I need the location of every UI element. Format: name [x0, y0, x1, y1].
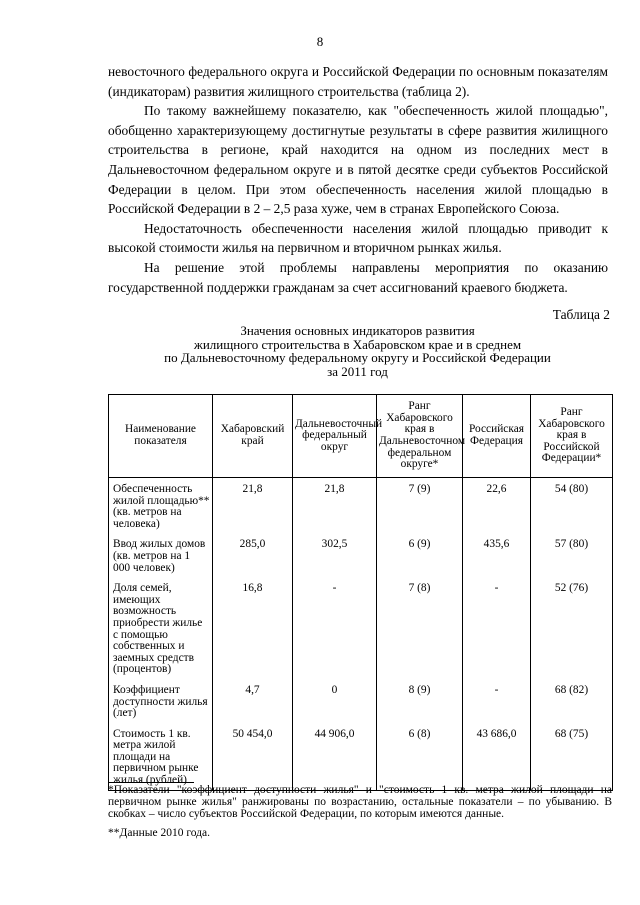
header-khabarovsk: Хабаровский край [213, 395, 293, 478]
cell-dfo: - [293, 577, 377, 679]
cell-dfo: 44 906,0 [293, 723, 377, 790]
cell-indicator: Ввод жилых домов (кв. метров на 1 000 человек) [109, 533, 213, 577]
cell-dfo: 21,8 [293, 478, 377, 534]
paragraph: По такому важнейшему показателю, как "обеспеченность жилой площадью", обобщенно характеризующему достигнутые результаты в сфере развития жилищного строительства в регионе, край находится на одном из последних мест в Дальневосточном федеральном округе и в пятой десятке среди субъектов Российской Федерации в целом. При этом обеспеченность населения жилой площадью в Российской Федерации в 2 – 2,5 раза хуже, чем в странах Европейского Союза. [108, 103, 608, 217]
cell-rank-dfo: 7 (8) [377, 577, 463, 679]
cell-rank-dfo: 7 (9) [377, 478, 463, 534]
cell-rank-rf: 68 (82) [531, 679, 613, 723]
footnote: *Показатели "коэффициент доступности жилья" и "стоимость 1 кв. метра жилой площади на первичном рынке жилья" ранжированы по возрастанию, остальные показатели – по убыванию. В скобках – число субъектов Российской Федерации, по которым имеются данные. [108, 784, 612, 821]
paragraph: На решение этой проблемы направлены мероприятия по оказанию государственной поддержки гражданам за счет ассигнований краевого бюджета. [108, 259, 608, 295]
cell-khabarovsk: 4,7 [213, 679, 293, 723]
cell-rank-rf: 57 (80) [531, 533, 613, 577]
caption-line: Значения основных индикаторов развития [240, 323, 475, 338]
cell-rf: 22,6 [463, 478, 531, 534]
cell-indicator: Доля семей, имеющих возможность приобрести жилье с помощью собственных и заемных средств (процентов) [109, 577, 213, 679]
body-text [108, 62, 608, 297]
paragraph: Недостаточность обеспеченности населения жилой площадью приводит к высокой стоимости жилья на первичном и вторичном рынках жилья. [108, 220, 608, 256]
table-row [109, 679, 613, 723]
table-header-row [109, 395, 613, 478]
cell-dfo: 0 [293, 679, 377, 723]
cell-khabarovsk: 285,0 [213, 533, 293, 577]
cell-rank-rf: 52 (76) [531, 577, 613, 679]
cell-rf: - [463, 679, 531, 723]
cell-dfo: 302,5 [293, 533, 377, 577]
page-number: 8 [316, 34, 324, 49]
cell-khabarovsk: 50 454,0 [213, 723, 293, 790]
caption-line: за 2011 год [327, 363, 388, 379]
header-indicator: Наименование показателя [109, 395, 213, 478]
cell-rank-dfo: 6 (9) [377, 533, 463, 577]
table-row [109, 723, 613, 790]
table-label: Таблица 2 [552, 307, 610, 322]
header-rank-rf: Ранг Хабаровского края в Российской Федерации* [531, 395, 613, 478]
table-row [109, 577, 613, 679]
header-rf: Российская Федерация [463, 395, 531, 478]
cell-rank-dfo: 6 (8) [377, 723, 463, 790]
footnote: **Данные 2010 года. [108, 826, 211, 839]
table-caption [100, 324, 615, 378]
paragraph: невосточного федерального округа и Российской Федерации по основным показателям (индикаторам) развития жилищного строительства (таблица 2). [108, 64, 608, 99]
cell-indicator: Обеспеченность жилой площадью** (кв. метров на человека) [109, 478, 213, 534]
table-row [109, 478, 613, 534]
cell-khabarovsk: 21,8 [213, 478, 293, 534]
table-row [109, 533, 613, 577]
caption-line: жилищного строительства в Хабаровском крае и в среднем [193, 336, 522, 352]
cell-rank-rf: 54 (80) [531, 478, 613, 534]
header-dfo: Дальневосточный федеральный округ [293, 395, 377, 478]
cell-rank-dfo: 8 (9) [377, 679, 463, 723]
cell-indicator: Коэффициент доступности жилья (лет) [109, 679, 213, 723]
indicators-table [108, 394, 613, 791]
footnote-divider [108, 782, 194, 783]
caption-line: по Дальневосточному федеральному округу и Российской Федерации [164, 350, 551, 365]
header-rank-dfo: Ранг Хабаровского края в Дальневосточном федеральном округе* [377, 395, 463, 478]
cell-indicator: Стоимость 1 кв. метра жилой площади на первичном рынке жилья (рублей) [109, 723, 213, 790]
cell-rank-rf: 68 (75) [531, 723, 613, 790]
footnotes [108, 784, 612, 839]
cell-rf: - [463, 577, 531, 679]
cell-rf: 43 686,0 [463, 723, 531, 790]
cell-rf: 435,6 [463, 533, 531, 577]
cell-khabarovsk: 16,8 [213, 577, 293, 679]
